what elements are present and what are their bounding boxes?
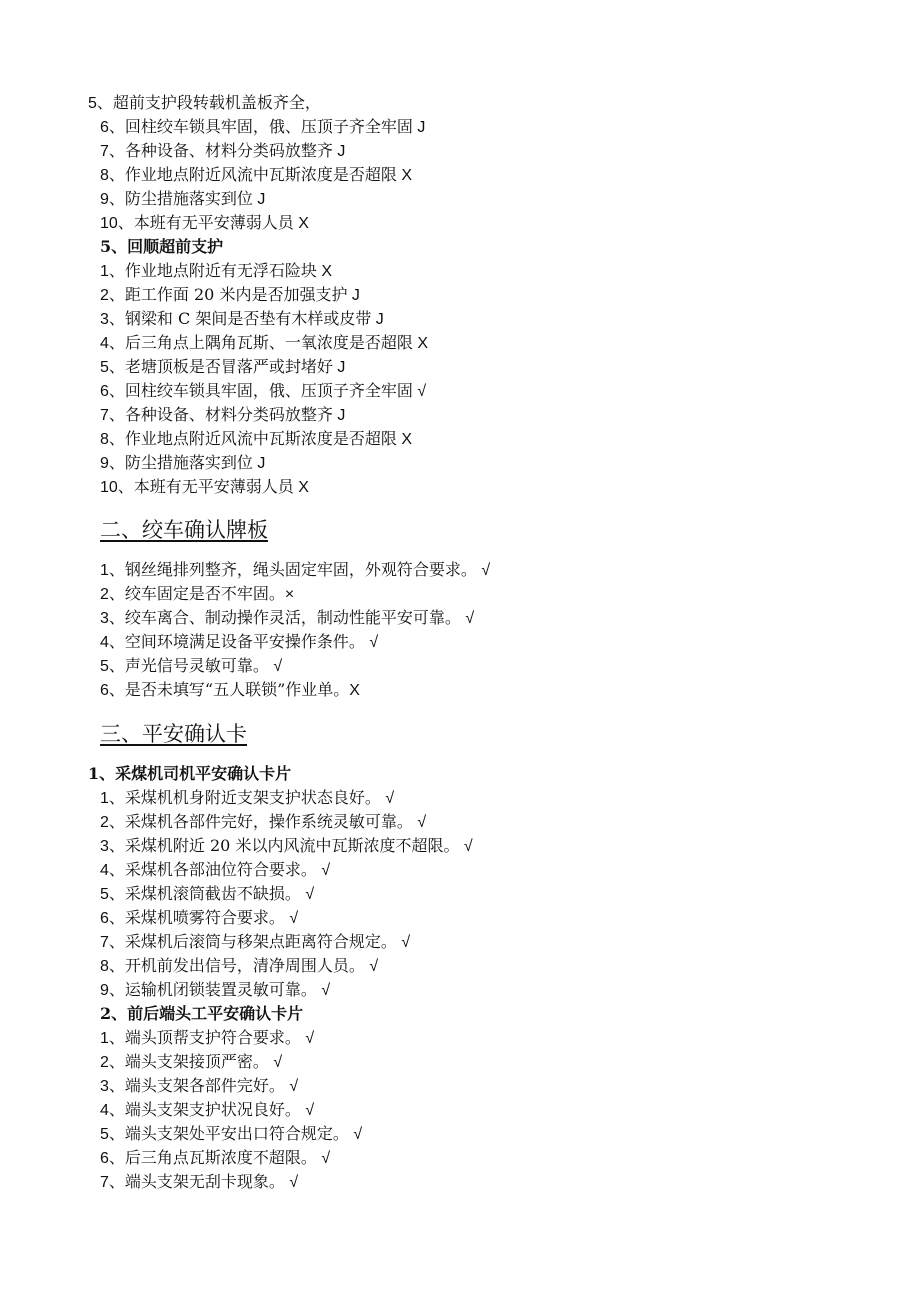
list-item: 6、采煤机喷雾符合要求。 √ [100, 908, 299, 927]
list-item: 10、本班有无平安薄弱人员 X [100, 477, 309, 496]
list-item: 5、采煤机滚筒截齿不缺损。 √ [100, 884, 315, 903]
list-item: 4、后三角点上隅角瓦斯、一氧浓度是否超限 X [100, 333, 429, 352]
list-item: 3、采煤机附近 20 米以内风流中瓦斯浓度不超限。 √ [100, 836, 473, 855]
list-item: 5、声光信号灵敏可靠。 √ [100, 656, 283, 675]
list-item: 6、回柱绞车锁具牢固，俄、压顶子齐全牢固 J [100, 117, 426, 136]
list-item: 3、端头支架各部件完好。 √ [100, 1076, 299, 1095]
list-item: 3、绞车离合、制动操作灵活，制动性能平安可靠。 √ [100, 608, 475, 627]
list-item: 2、端头支架接顶严密。 √ [100, 1052, 283, 1071]
list-item: 5、超前支护段转载机盖板齐全， [88, 93, 321, 112]
list-item: 9、防尘措施落实到位 J [100, 453, 266, 472]
list-item: 1、端头顶帮支护符合要求。 √ [100, 1028, 315, 1047]
subsection-title: 2、前后端头工平安确认卡片 [100, 1004, 304, 1023]
list-item: 3、钢梁和 C 架间是否垫有木样或皮带 J [100, 309, 384, 328]
list-item: 7、采煤机后滚筒与移架点距离符合规定。 √ [100, 932, 411, 951]
list-item: 2、采煤机各部件完好，操作系统灵敏可靠。 √ [100, 812, 427, 831]
list-item: 1、钢丝绳排列整齐，绳头固定牢固，外观符合要求。 √ [100, 560, 491, 579]
list-item: 4、端头支架支护状况良好。 √ [100, 1100, 315, 1119]
list-item: 9、防尘措施落实到位 J [100, 189, 266, 208]
section-heading: 三、平安确认卡 [100, 722, 247, 746]
list-item: 5、端头支架处平安出口符合规定。 √ [100, 1124, 363, 1143]
list-item: 1、作业地点附近有无浮石险块 X [100, 261, 333, 280]
list-item: 8、作业地点附近风流中瓦斯浓度是否超限 X [100, 165, 413, 184]
list-item: 4、空间环境满足设备平安操作条件。 √ [100, 632, 379, 651]
list-item: 5、老塘顶板是否冒落严或封堵好 J [100, 357, 346, 376]
list-item: 6、回柱绞车锁具牢固，俄、压顶子齐全牢固 √ [100, 381, 427, 400]
list-item: 6、后三角点瓦斯浓度不超限。 √ [100, 1148, 331, 1167]
list-item: 10、本班有无平安薄弱人员 X [100, 213, 309, 232]
list-item: 2、距工作面 20 米内是否加强支护 J [100, 285, 360, 304]
list-item: 7、端头支架无刮卡现象。 √ [100, 1172, 299, 1191]
list-item: 4、采煤机各部油位符合要求。 √ [100, 860, 331, 879]
list-item: 2、绞车固定是否不牢固。× [100, 584, 295, 603]
list-item: 6、是否未填写“五人联锁”作业单。X [100, 680, 360, 699]
subsection-title: 1、采煤机司机平安确认卡片 [88, 764, 292, 783]
list-item: 8、开机前发出信号，清净周围人员。 √ [100, 956, 379, 975]
list-item: 9、运输机闭锁装置灵敏可靠。 √ [100, 980, 331, 999]
subsection-title: 5、回顺超前支护 [100, 237, 224, 256]
list-item: 7、各种设备、材料分类码放整齐 J [100, 405, 346, 424]
list-item: 7、各种设备、材料分类码放整齐 J [100, 141, 346, 160]
list-item: 8、作业地点附近风流中瓦斯浓度是否超限 X [100, 429, 413, 448]
section-heading: 二、绞车确认牌板 [100, 518, 268, 542]
list-item: 1、采煤机机身附近支架支护状态良好。 √ [100, 788, 395, 807]
